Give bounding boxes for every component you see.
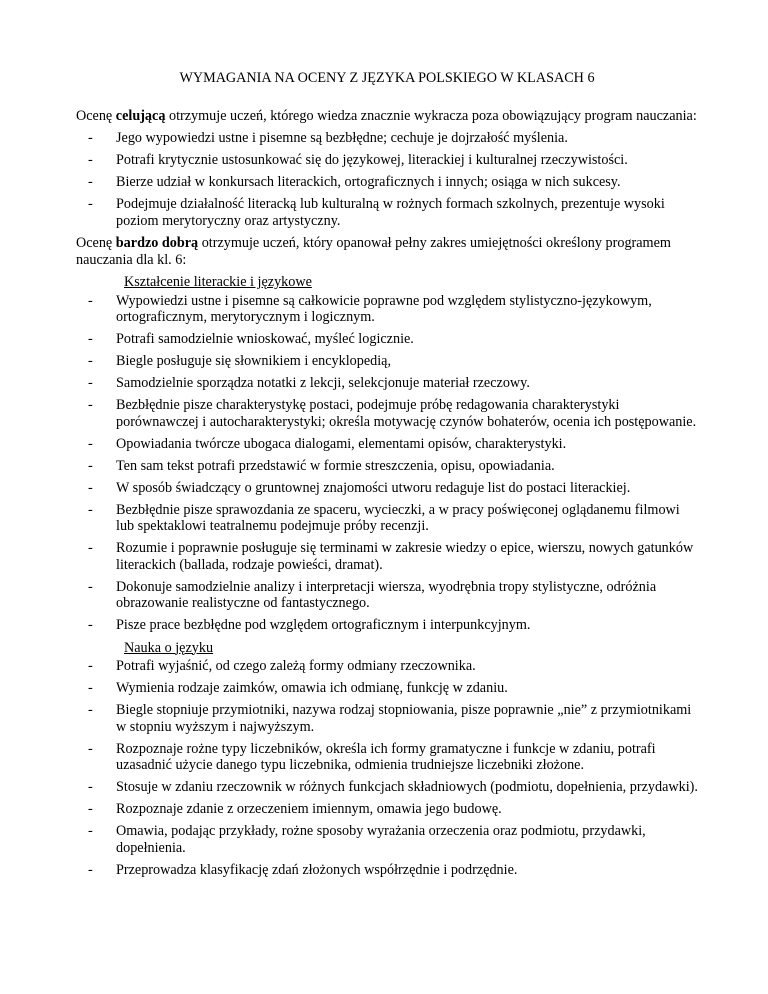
celujaca-list bbox=[76, 130, 698, 229]
list-item: - Dokonuje samodzielnie analizy i interpretacji wiersza, wyodrębnia tropy stylistyczne, odróżnia obrazowanie realistyczne od fantastycznego. bbox=[88, 578, 657, 611]
list-item: - Bezbłędnie pisze sprawozdania ze spaceru, wycieczki, a w pracy poświęconej oglądanemu filmowi lub spektaklowi teatralnemu podejmuje próby recenzji. bbox=[88, 501, 680, 534]
grade-bardzo-dobra-intro: Ocenę bardzo dobrą otrzymuje uczeń, który opanował pełny zakres umiejętności określony programem nauczania dla kl. 6: bbox=[76, 235, 671, 268]
language-list bbox=[76, 658, 698, 878]
list-item: - Opowiadania twórcze ubogaca dialogami, elementami opisów, charakterystyki. bbox=[88, 435, 567, 452]
grade-celujaca-intro: Ocenę celującą otrzymuje uczeń, którego wiedza znacznie wykracza poza obowiązujący program nauczania: bbox=[76, 107, 697, 124]
document-title: WYMAGANIA NA OCENY Z JĘZYKA POLSKIEGO W KLASACH 6 bbox=[179, 70, 595, 86]
list-item: - Rozumie i poprawnie posługuje się terminami w zakresie wiedzy o epice, wierszu, nowych gatunków literackich (ballada, rodzaje powieści, dramat). bbox=[88, 540, 694, 573]
list-item: - Przeprowadza klasyfikację zdań złożonych współrzędnie i podrzędnie. bbox=[88, 861, 518, 878]
list-item: - Wymienia rodzaje zaimków, omawia ich odmianę, funkcję w zdaniu. bbox=[88, 680, 508, 696]
list-item: - Samodzielnie sporządza notatki z lekcji, selekcjonuje materiał rzeczowy. bbox=[88, 375, 530, 391]
list-item: - W sposób świadczący o gruntownej znajomości utworu redaguje list do postaci literackiej. bbox=[88, 479, 631, 496]
list-item: - Rozpoznaje zdanie z orzeczeniem imiennym, omawia jego budowę. bbox=[88, 801, 502, 817]
list-item: - Biegle posługuje się słownikiem i encyklopedią, bbox=[88, 353, 392, 369]
list-item: - Podejmuje działalność literacką lub kulturalną w rożnych formach szkolnych, prezentuje wysoki poziom merytoryczny oraz artystyczny. bbox=[88, 196, 665, 229]
list-item: - Bierze udział w konkursach literackich, ortograficznych i innych; osiąga w nich sukcesy. bbox=[88, 174, 621, 190]
list-item: - Pisze prace bezbłędne pod względem ortograficznym i interpunkcyjnym. bbox=[88, 617, 531, 633]
list-item: - Bezbłędnie pisze charakterystykę postaci, podejmuje próbę redagowania charakterystyki porównawczej i autocharakterystyki; określa motywację czynów bohaterów, ocenia ich postępowanie. bbox=[88, 397, 697, 430]
section-heading-literary: Kształcenie literackie i językowe bbox=[124, 274, 312, 290]
grade-celujaca-label: celującą bbox=[115, 107, 166, 124]
list-item: - Jego wypowiedzi ustne i pisemne są bezbłędne; cechuje je dojrzałość myślenia. bbox=[88, 130, 568, 146]
list-item: - Ten sam tekst potrafi przedstawić w formie streszczenia, opisu, opowiadania. bbox=[88, 457, 555, 474]
list-item: - Potrafi samodzielnie wnioskować, myśleć logicznie. bbox=[88, 331, 414, 347]
list-item: - Stosuje w zdaniu rzeczownik w różnych funkcjach składniowych (podmiotu, dopełnienia, przydawki). bbox=[88, 779, 698, 795]
literary-list bbox=[76, 293, 698, 634]
list-item: - Biegle stopniuje przymiotniki, nazywa rodzaj stopniowania, pisze poprawnie „nie” z przymiotnikami w stopniu wyższym i najwyższym. bbox=[88, 702, 692, 735]
list-item: - Rozpoznaje rożne typy liczebników, określa ich formy gramatyczne i funkcje w zdaniu, potrafi uzasadnić użycie danego typu liczebnika, odmienia trudniejsze liczebniki złożone. bbox=[88, 740, 656, 773]
list-item: - Potrafi krytycznie ustosunkować się do językowej, literackiej i kulturalnej rzeczywistości. bbox=[88, 152, 628, 168]
list-item: - Potrafi wyjaśnić, od czego zależą formy odmiany rzeczownika. bbox=[88, 658, 476, 674]
list-item: - Omawia, podając przykłady, rożne sposoby wyrażania orzeczenia oraz podmiotu, przydawki, dopełnienia. bbox=[88, 823, 646, 856]
section-heading-language: Nauka o języku bbox=[124, 639, 214, 656]
grade-bardzo-dobra-label: bardzo dobrą bbox=[115, 235, 199, 251]
list-item: - Wypowiedzi ustne i pisemne są całkowicie poprawne pod względem stylistyczno-językowym, ortograficznym, merytorycznym i logicznym. bbox=[88, 292, 652, 325]
